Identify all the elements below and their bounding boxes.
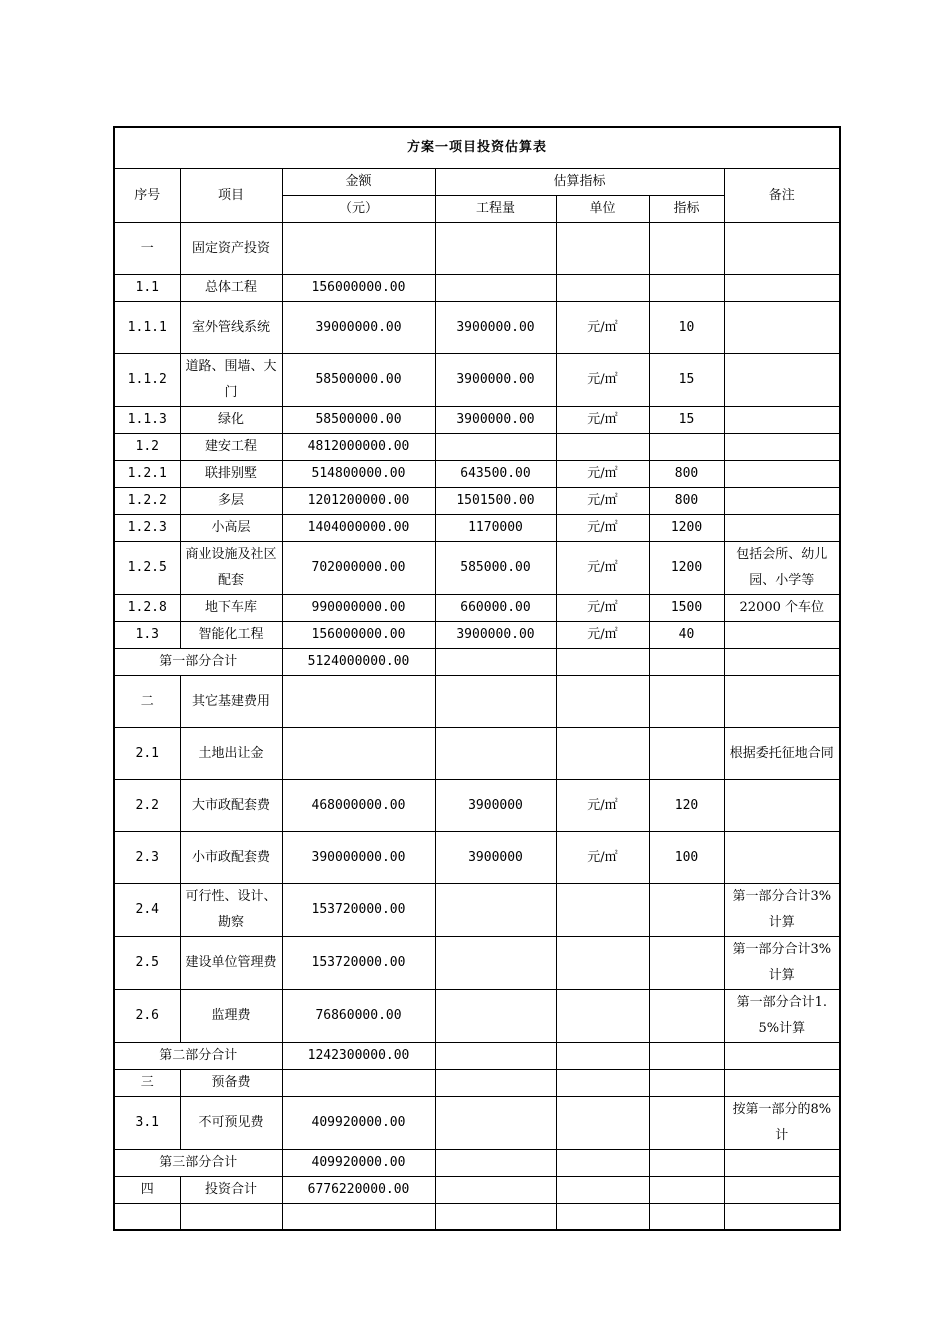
cell-amount: 156000000.00: [282, 622, 435, 649]
cell-index: [649, 676, 724, 728]
cell-unit: 元/㎡: [556, 542, 649, 595]
cell-index: 1200: [649, 515, 724, 542]
table-row: [114, 1097, 840, 1150]
cell-amount: 514800000.00: [282, 461, 435, 488]
cell-seq: 1.2.2: [114, 488, 180, 515]
investment-estimate-table: [113, 126, 841, 1231]
table-row: [114, 488, 840, 515]
cell-seq: 1.1.1: [114, 302, 180, 354]
cell-index: [649, 1150, 724, 1177]
cell-remark: [724, 1070, 840, 1097]
cell-remark: 第一部分合计3%计算: [724, 937, 840, 990]
cell-remark: [724, 275, 840, 302]
cell-quantity: 660000.00: [435, 595, 556, 622]
cell-seq: 1.2.1: [114, 461, 180, 488]
table-row: [114, 937, 840, 990]
cell-seq: 3.1: [114, 1097, 180, 1150]
cell-index: [649, 937, 724, 990]
cell-remark: [724, 832, 840, 884]
cell-unit: 元/㎡: [556, 515, 649, 542]
cell-unit: [556, 728, 649, 780]
cell-quantity: [435, 728, 556, 780]
cell-item: 监理费: [180, 990, 282, 1043]
cell-amount: [282, 223, 435, 275]
cell-item: 土地出让金: [180, 728, 282, 780]
cell-item: 智能化工程: [180, 622, 282, 649]
header-unit: 单位: [556, 196, 649, 223]
cell-quantity: [435, 884, 556, 937]
cell-index: 800: [649, 488, 724, 515]
cell-index: 1200: [649, 542, 724, 595]
header-quantity: 工程量: [435, 196, 556, 223]
cell-remark: [724, 461, 840, 488]
cell-unit: 元/㎡: [556, 407, 649, 434]
cell-quantity: [435, 1097, 556, 1150]
cell-index: 120: [649, 780, 724, 832]
cell-index: [649, 990, 724, 1043]
cell-quantity: [435, 937, 556, 990]
cell-item: 投资合计: [180, 1177, 282, 1204]
cell-unit: 元/㎡: [556, 595, 649, 622]
cell-amount: 153720000.00: [282, 884, 435, 937]
cell-amount: 39000000.00: [282, 302, 435, 354]
table-row: [114, 515, 840, 542]
cell-amount: 4812000000.00: [282, 434, 435, 461]
cell-remark: [724, 649, 840, 676]
cell-quantity: 1501500.00: [435, 488, 556, 515]
cell-item: 小市政配套费: [180, 832, 282, 884]
table-title: 方案一项目投资估算表: [114, 127, 840, 169]
cell-quantity: [435, 1070, 556, 1097]
table-row: [114, 990, 840, 1043]
cell-unit: [556, 1043, 649, 1070]
cell-amount: 6776220000.00: [282, 1177, 435, 1204]
table-row: [114, 1070, 840, 1097]
table-row: [114, 275, 840, 302]
cell-remark: [724, 407, 840, 434]
cell-seq: 1.2.3: [114, 515, 180, 542]
cell-index: [649, 1070, 724, 1097]
cell-seq: 2.2: [114, 780, 180, 832]
cell-remark: [724, 1177, 840, 1204]
cell-seq: 1.1: [114, 275, 180, 302]
subtotal-label: 第二部分合计: [114, 1043, 282, 1070]
cell-amount: [282, 1204, 435, 1230]
cell-unit: [556, 1204, 649, 1230]
cell-index: [649, 1177, 724, 1204]
header-row-1: [114, 169, 840, 196]
cell-index: 40: [649, 622, 724, 649]
cell-remark: [724, 223, 840, 275]
cell-unit: [556, 649, 649, 676]
cell-seq: 2.5: [114, 937, 180, 990]
cell-amount: 5124000000.00: [282, 649, 435, 676]
cell-quantity: 643500.00: [435, 461, 556, 488]
cell-seq: 2.6: [114, 990, 180, 1043]
cell-quantity: 1170000: [435, 515, 556, 542]
cell-item: 道路、围墙、大门: [180, 354, 282, 407]
cell-index: 15: [649, 407, 724, 434]
cell-amount: 702000000.00: [282, 542, 435, 595]
cell-quantity: [435, 1204, 556, 1230]
cell-quantity: 3900000: [435, 780, 556, 832]
cell-quantity: [435, 275, 556, 302]
cell-unit: 元/㎡: [556, 780, 649, 832]
estimate-sheet: [113, 126, 839, 1231]
cell-unit: [556, 223, 649, 275]
table-row: [114, 1177, 840, 1204]
cell-unit: 元/㎡: [556, 832, 649, 884]
cell-seq: 三: [114, 1070, 180, 1097]
cell-item: 室外管线系统: [180, 302, 282, 354]
cell-index: [649, 1097, 724, 1150]
table-row: [114, 542, 840, 595]
cell-remark: [724, 622, 840, 649]
cell-seq: 一: [114, 223, 180, 275]
subtotal-row: [114, 1150, 840, 1177]
cell-item: 不可预见费: [180, 1097, 282, 1150]
table-row: [114, 676, 840, 728]
cell-quantity: [435, 1177, 556, 1204]
table-row: [114, 832, 840, 884]
table-row: [114, 302, 840, 354]
cell-quantity: 3900000.00: [435, 407, 556, 434]
cell-amount: 390000000.00: [282, 832, 435, 884]
cell-amount: 76860000.00: [282, 990, 435, 1043]
cell-seq: [114, 1204, 180, 1230]
cell-quantity: [435, 434, 556, 461]
table-row: [114, 622, 840, 649]
cell-remark: [724, 434, 840, 461]
cell-index: 10: [649, 302, 724, 354]
cell-quantity: [435, 676, 556, 728]
header-item: 项目: [180, 169, 282, 223]
cell-quantity: [435, 223, 556, 275]
cell-amount: 409920000.00: [282, 1150, 435, 1177]
cell-seq: 1.1.3: [114, 407, 180, 434]
cell-quantity: [435, 990, 556, 1043]
cell-amount: 1201200000.00: [282, 488, 435, 515]
cell-amount: 58500000.00: [282, 407, 435, 434]
cell-item: 建设单位管理费: [180, 937, 282, 990]
table-row: [114, 407, 840, 434]
table-row: [114, 728, 840, 780]
cell-unit: [556, 884, 649, 937]
cell-index: 100: [649, 832, 724, 884]
cell-quantity: [435, 1043, 556, 1070]
subtotal-row: [114, 649, 840, 676]
cell-seq: 2.1: [114, 728, 180, 780]
cell-remark: 第一部分合计3%计算: [724, 884, 840, 937]
subtotal-label: 第一部分合计: [114, 649, 282, 676]
cell-unit: [556, 990, 649, 1043]
cell-remark: [724, 488, 840, 515]
cell-seq: 2.4: [114, 884, 180, 937]
cell-amount: 58500000.00: [282, 354, 435, 407]
cell-remark: [724, 780, 840, 832]
cell-seq: 二: [114, 676, 180, 728]
table-row: [114, 354, 840, 407]
cell-index: [649, 434, 724, 461]
cell-item: 其它基建费用: [180, 676, 282, 728]
cell-remark: [724, 676, 840, 728]
header-amount-unit: （元）: [282, 196, 435, 223]
cell-item: [180, 1204, 282, 1230]
cell-unit: [556, 1177, 649, 1204]
cell-item: 联排别墅: [180, 461, 282, 488]
cell-quantity: 3900000: [435, 832, 556, 884]
table-row: [114, 223, 840, 275]
subtotal-label: 第三部分合计: [114, 1150, 282, 1177]
subtotal-row: [114, 1043, 840, 1070]
cell-item: 预备费: [180, 1070, 282, 1097]
cell-seq: 1.2.8: [114, 595, 180, 622]
cell-item: 商业设施及社区配套: [180, 542, 282, 595]
cell-item: 绿化: [180, 407, 282, 434]
cell-item: 大市政配套费: [180, 780, 282, 832]
cell-amount: 468000000.00: [282, 780, 435, 832]
cell-seq: 2.3: [114, 832, 180, 884]
cell-amount: 409920000.00: [282, 1097, 435, 1150]
cell-item: 地下车库: [180, 595, 282, 622]
cell-item: 小高层: [180, 515, 282, 542]
cell-item: 可行性、设计、勘察: [180, 884, 282, 937]
header-remark: 备注: [724, 169, 840, 223]
cell-unit: [556, 275, 649, 302]
cell-amount: 156000000.00: [282, 275, 435, 302]
cell-unit: [556, 1150, 649, 1177]
cell-amount: 1404000000.00: [282, 515, 435, 542]
cell-remark: 第一部分合计1.5%计算: [724, 990, 840, 1043]
table-row: [114, 1204, 840, 1230]
cell-index: [649, 649, 724, 676]
cell-index: [649, 728, 724, 780]
cell-seq: 1.2.5: [114, 542, 180, 595]
cell-amount: 1242300000.00: [282, 1043, 435, 1070]
cell-unit: [556, 1097, 649, 1150]
cell-seq: 1.1.2: [114, 354, 180, 407]
cell-unit: 元/㎡: [556, 302, 649, 354]
cell-index: [649, 1043, 724, 1070]
cell-unit: [556, 434, 649, 461]
cell-remark: 按第一部分的8%计: [724, 1097, 840, 1150]
cell-amount: [282, 676, 435, 728]
cell-unit: 元/㎡: [556, 461, 649, 488]
cell-unit: 元/㎡: [556, 354, 649, 407]
cell-index: 15: [649, 354, 724, 407]
cell-amount: 990000000.00: [282, 595, 435, 622]
cell-item: 多层: [180, 488, 282, 515]
header-amount: 金额: [282, 169, 435, 196]
cell-unit: 元/㎡: [556, 488, 649, 515]
cell-seq: 四: [114, 1177, 180, 1204]
cell-remark: [724, 354, 840, 407]
cell-remark: [724, 302, 840, 354]
header-seq: 序号: [114, 169, 180, 223]
cell-unit: [556, 676, 649, 728]
table-row: [114, 884, 840, 937]
cell-unit: 元/㎡: [556, 622, 649, 649]
title-row: [114, 127, 840, 169]
cell-quantity: [435, 649, 556, 676]
table-row: [114, 780, 840, 832]
cell-index: [649, 223, 724, 275]
cell-remark: 根据委托征地合同: [724, 728, 840, 780]
cell-remark: [724, 1204, 840, 1230]
cell-index: 800: [649, 461, 724, 488]
table-row: [114, 461, 840, 488]
cell-seq: 1.2: [114, 434, 180, 461]
cell-quantity: 3900000.00: [435, 622, 556, 649]
table-row: [114, 434, 840, 461]
cell-amount: [282, 1070, 435, 1097]
cell-item: 总体工程: [180, 275, 282, 302]
cell-index: [649, 1204, 724, 1230]
cell-quantity: 3900000.00: [435, 354, 556, 407]
cell-index: 1500: [649, 595, 724, 622]
cell-unit: [556, 937, 649, 990]
cell-quantity: [435, 1150, 556, 1177]
table-row: [114, 595, 840, 622]
cell-remark: 22000 个车位: [724, 595, 840, 622]
cell-index: [649, 884, 724, 937]
cell-amount: 153720000.00: [282, 937, 435, 990]
cell-remark: [724, 1043, 840, 1070]
header-index: 指标: [649, 196, 724, 223]
cell-seq: 1.3: [114, 622, 180, 649]
cell-index: [649, 275, 724, 302]
cell-remark: [724, 515, 840, 542]
header-estimate: 估算指标: [435, 169, 724, 196]
cell-remark: 包括会所、幼儿园、小学等: [724, 542, 840, 595]
cell-quantity: 585000.00: [435, 542, 556, 595]
cell-unit: [556, 1070, 649, 1097]
cell-amount: [282, 728, 435, 780]
cell-quantity: 3900000.00: [435, 302, 556, 354]
cell-remark: [724, 1150, 840, 1177]
cell-item: 建安工程: [180, 434, 282, 461]
cell-item: 固定资产投资: [180, 223, 282, 275]
